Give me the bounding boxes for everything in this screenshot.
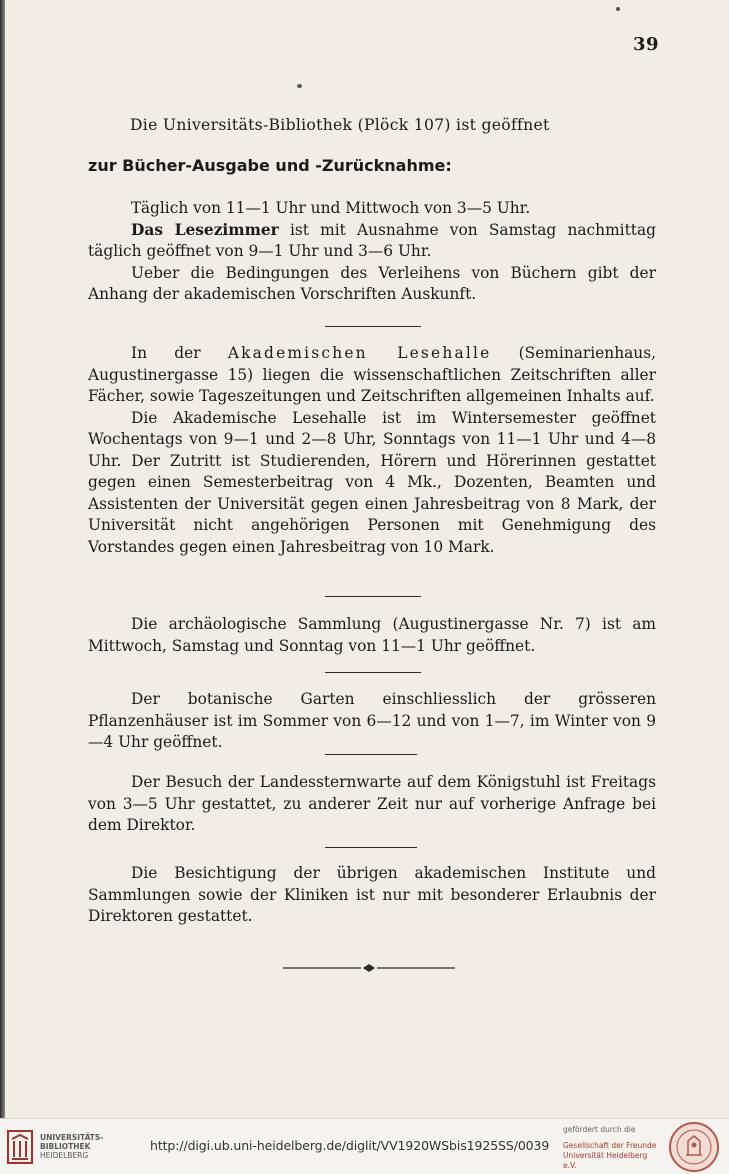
sponsor-org: Universität Heidelberg e.V. xyxy=(563,1151,648,1170)
scan-speck xyxy=(297,84,302,88)
library-hours: Täglich von 11—1 Uhr und Mittwoch von 3—5 Uhr. xyxy=(131,199,531,217)
page-number: 39 xyxy=(632,34,659,55)
reading-room-paragraph xyxy=(88,220,656,263)
section-divider xyxy=(325,754,417,755)
sponsor-org: Gesellschaft der Freunde xyxy=(563,1141,657,1150)
university-library-logo-icon xyxy=(6,1129,34,1165)
end-ornament-icon xyxy=(283,962,455,974)
scan-speck xyxy=(616,7,620,11)
uni-name-line: BIBLIOTHEK xyxy=(40,1142,91,1151)
institutes-section xyxy=(88,863,656,928)
archaeology-paragraph: Die archäologische Sammlung (Augustinergasse Nr. 7) ist am Mittwoch, Samstag und Sonntag von 11—1 Uhr geöffnet. xyxy=(88,615,656,655)
sponsor-label: gefördert durch die xyxy=(563,1125,636,1134)
library-subheading: zur Bücher-Ausgabe und -Zurücknahme: xyxy=(88,156,452,175)
reading-room-text: ist mit Ausnahme von Samstag nachmittag täglich geöffnet von 9—1 Uhr und 3—6 Uhr. xyxy=(88,220,656,260)
library-heading-line: Die Universitäts-Bibliothek (Plöck 107) ist geöffnet xyxy=(130,116,550,134)
uni-name-line: HEIDELBERG xyxy=(40,1151,89,1160)
section-divider xyxy=(325,847,417,848)
digitization-footer xyxy=(0,1118,729,1174)
observatory-paragraph: Der Besuch der Landessternwarte auf dem Königstuhl ist Freitags von 3—5 Uhr gestattet, zu anderer Zeit nur auf vorherige Anfrage bei dem Direktor. xyxy=(88,773,656,834)
lending-paragraph: Ueber die Bedingungen des Verleihens von Büchern gibt der Anhang der akademischen Vorschriften Auskunft. xyxy=(88,263,656,303)
reading-hall-name: Akademischen Lesehalle xyxy=(227,344,492,362)
reading-hall-location: (Seminarienhaus, Augustinergasse 15) liegen die wissenschaftlichen Zeitschriften aller Fächer, sowie Tageszeitungen und Zeitschriften allgemeinen Inhalts auf. xyxy=(88,344,656,405)
observatory-section xyxy=(88,772,656,837)
reading-hall-intro xyxy=(88,343,656,408)
archaeology-section xyxy=(88,614,656,657)
botanical-paragraph: Der botanische Garten einschliesslich der grösseren Pflanzenhäuser ist im Sommer von 6—12 und von 1—7, im Winter von 9—4 Uhr geöffnet. xyxy=(88,690,656,751)
library-subheading-block xyxy=(88,155,656,177)
section-divider xyxy=(325,596,421,597)
institutes-paragraph: Die Besichtigung der übrigen akademischen Institute und Sammlungen sowie der Kliniken ist nur mit besonderer Erlaubnis der Direktoren gestattet. xyxy=(88,864,656,925)
permalink-url[interactable]: http://digi.ub.uni-heidelberg.de/diglit/VV1920WSbis1925SS/0039 xyxy=(150,1138,550,1153)
section-divider xyxy=(325,672,421,673)
library-section xyxy=(88,198,656,306)
reading-hall-section xyxy=(88,343,656,558)
page-binding-edge xyxy=(0,0,5,1118)
university-library-name xyxy=(40,1133,103,1160)
library-heading-block xyxy=(88,115,656,137)
reading-hall-hours: Die Akademische Lesehalle ist im Wintersemester geöffnet Wochentags von 9—1 und 2—8 Uhr, Sonntags von 11—1 Uhr und 4—8 Uhr. Der Zutritt ist Studierenden, Hörern und Hörerinnen gestattet gegen einen Semesterbeitrag von 4 Mk., Dozenten, Beamten und Assistenten der Universität gegen einen Jahresbeitrag von 8 Mark, der Universität nicht angehörigen Personen mit Genehmigung des Vorstandes gegen einen Jahresbeitrag von 10 Mark. xyxy=(88,408,656,556)
uni-name-line: UNIVERSITÄTS- xyxy=(40,1133,104,1142)
botanical-section xyxy=(88,689,656,754)
sponsor-block xyxy=(563,1125,663,1171)
reading-hall-lead: In der xyxy=(131,344,228,362)
section-divider xyxy=(325,326,421,327)
reading-room-term: Das Lesezimmer xyxy=(131,220,279,239)
university-seal-icon xyxy=(668,1121,720,1173)
